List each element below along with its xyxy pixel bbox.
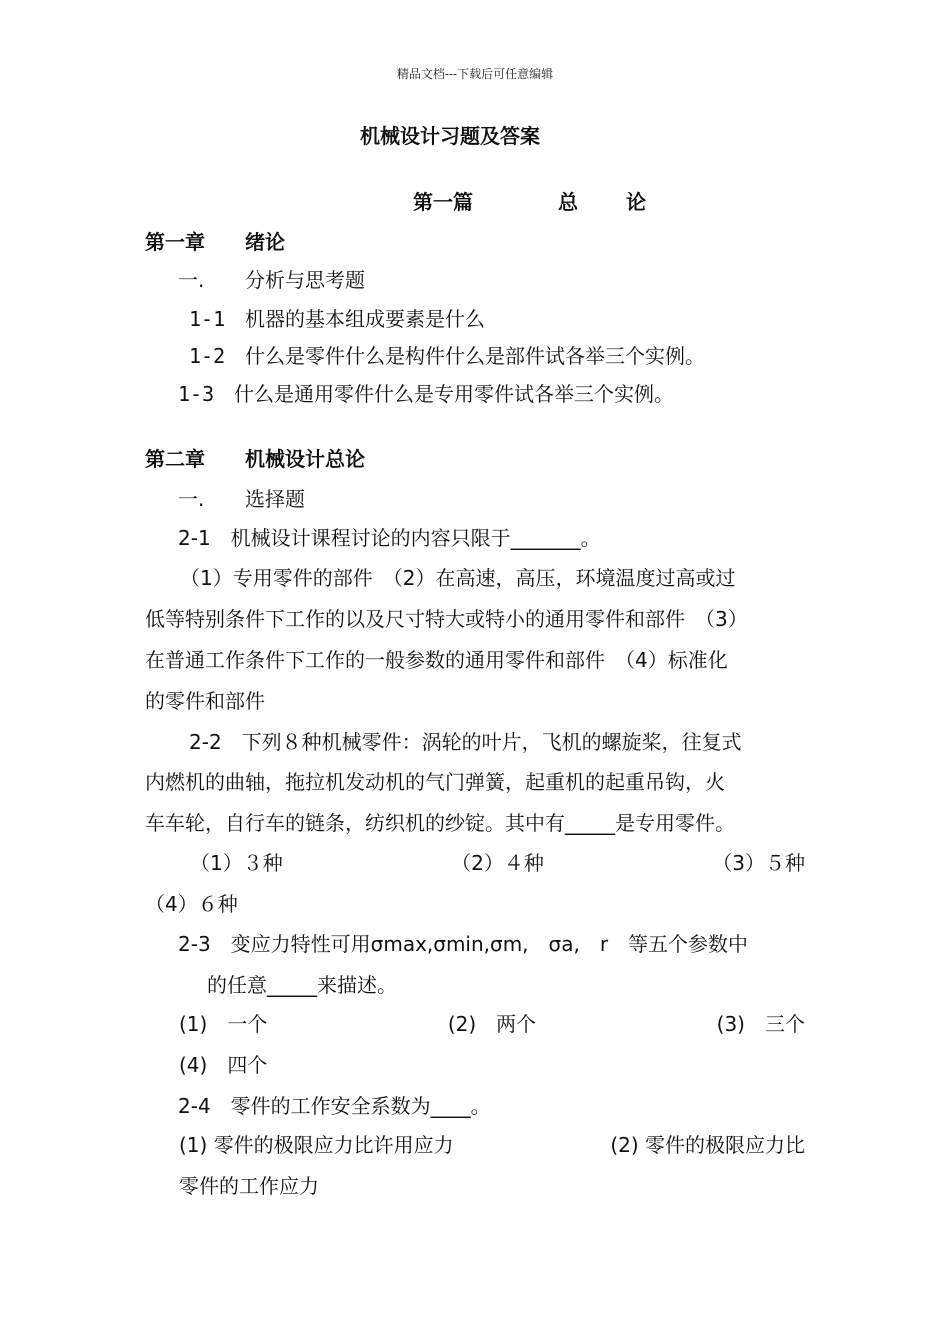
question-2-3-options <box>179 1010 805 1038</box>
question-text: 机器的基本组成要素是什么 <box>245 307 485 331</box>
option: (1) 零件的极限应力比许用应力 <box>179 1133 454 1157</box>
question-2-2-line: 内燃机的曲轴，拖拉机发动机的气门弹簧，起重机的起重吊钩，火 <box>145 770 725 794</box>
chapter-1-label: 第一章 <box>145 230 205 254</box>
question-2-2-line: 车车轮，自行车的链条，纺织机的纱锭。其中有_____是专用零件。 <box>145 811 735 835</box>
option: (1) 一个 <box>179 1012 268 1036</box>
part-name-char-2: 论 <box>626 190 646 214</box>
question-2-2-line: 2-2 下列８种机械零件：涡轮的叶片，飞机的螺旋桨，往复式 <box>189 730 742 754</box>
question-2-1-line: 在普通工作条件下工作的一般参数的通用零件和部件 （4）标准化 <box>145 648 728 672</box>
question-2-3-line: 2-3 变应力特性可用σmax,σmin,σm, σa, r 等五个参数中 <box>178 932 749 956</box>
option-continuation: 零件的工作应力 <box>179 1174 319 1198</box>
question-2-4-options <box>179 1131 805 1159</box>
option: （2）４种 <box>451 851 544 875</box>
question-2-1-stem: 2-1 机械设计课程讨论的内容只限于_______。 <box>178 526 601 550</box>
chapter-2-name: 机械设计总论 <box>245 447 365 471</box>
question-text: 什么是通用零件什么是专用零件试各举三个实例。 <box>234 382 674 406</box>
option: (2) 两个 <box>447 1012 537 1036</box>
question-2-3-line: 的任意_____来描述。 <box>207 973 397 997</box>
question-number: 1-3 <box>178 382 215 406</box>
question-2-1-line: 的零件和部件 <box>145 689 265 713</box>
question-text: 什么是零件什么是构件什么是部件试各举三个实例。 <box>245 344 705 368</box>
option: (4) 四个 <box>179 1053 268 1077</box>
chapter-2-label: 第二章 <box>145 447 205 471</box>
question-number: 1-1 <box>189 307 226 331</box>
question-2-2-options <box>190 849 805 877</box>
part-number: 第一篇 <box>413 190 473 214</box>
option: (3) 三个 <box>716 1012 805 1036</box>
section-1-name: 分析与思考题 <box>245 268 365 292</box>
option: （1）３种 <box>190 851 283 875</box>
option: （3）５种 <box>712 851 805 875</box>
option: （4）６种 <box>145 892 238 916</box>
question-2-1-line: （1）专用零件的部件 （2）在高速，高压，环境温度过高或过 <box>180 566 736 590</box>
question-number: 1-2 <box>189 344 226 368</box>
question-2-1-line: 低等特别条件下工作的以及尺寸特大或特小的通用零件和部件 （3） <box>145 607 748 631</box>
section-2-name: 选择题 <box>245 487 305 511</box>
section-1-number: 一. <box>178 268 205 292</box>
section-2-number: 一. <box>178 487 205 511</box>
document-title: 机械设计习题及答案 <box>360 124 540 148</box>
option: (2) 零件的极限应力比 <box>610 1133 805 1157</box>
part-name-char-1: 总 <box>558 190 578 214</box>
question-2-4-stem: 2-4 零件的工作安全系数为____。 <box>178 1094 491 1118</box>
page-header: 精品文档---下载后可任意编辑 <box>396 67 554 81</box>
chapter-1-name: 绪论 <box>245 230 285 254</box>
